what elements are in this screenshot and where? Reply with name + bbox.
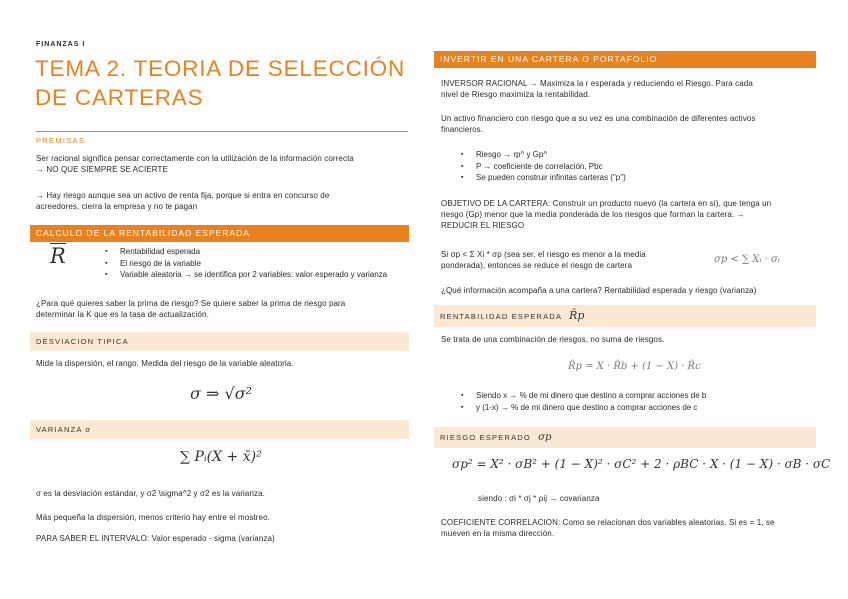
list-item: ▪ Riesgo → rp^ y Gp^ <box>458 149 808 161</box>
cartera-list <box>458 149 808 184</box>
covarianza-text: siendo : σi * σj * ρij → covarianza <box>478 494 600 503</box>
list-item: ▪ El riesgo de la variable <box>102 258 407 270</box>
list-item: ▪ Rentabilidad esperada <box>102 246 407 258</box>
course-label: FINANZAS I <box>36 41 86 48</box>
varianza-heading: VARIANZA σ <box>30 420 409 439</box>
calculo-heading: CALCULO DE LA RENTABILIDAD ESPERADA <box>30 225 409 242</box>
page-title: TEMA 2. TEORIA DE SELECCIÓN DE CARTERAS <box>35 56 406 110</box>
calculo-list <box>102 246 407 281</box>
list-item: ▪ P → coeficiente de correlación, Pbc <box>458 161 808 173</box>
desviacion-formula: σ ⇒ √σ² <box>190 384 253 403</box>
rentabilidad-symbol: R <box>50 244 66 268</box>
varianza-note-1: σ es la desviación estándar, y σ2 \sigma^2 y σ2 es la varianza. <box>36 489 265 498</box>
varianza-note-3: PARA SABER EL INTERVALO: Valor esperado - sigma (varianza) <box>36 534 275 543</box>
coeficiente-text: COEFICIENTE CORRELACION: Como se relacionan dos variables aleatorias. Si es = 1, se mueven en la misma dirección. <box>441 518 775 538</box>
si-text: Si σp < Σ Xi * σp (sea ser, el riesgo es menor a la media ponderada), entonces se reduce el riesgo de cartera <box>441 250 646 270</box>
premisas-text-1: Ser racional significa pensar correctamente con la utilización de la información correcta → NO QUE SIEMPRE SE ACIERTE <box>36 154 354 174</box>
varianza-formula: ∑ Pᵢ(X + x̄)² <box>180 449 262 465</box>
rentabilidad-list <box>458 390 808 413</box>
desviacion-text: Mide la dispersión, el rango. Medida del riesgo de la variable aleatoria. <box>36 359 294 368</box>
list-item: ▪ Se pueden construir infinitas carteras ("p") <box>458 172 808 184</box>
prima-question: ¿Para qué quieres saber la prima de riesgo? Se quiere saber la prima de riesgo para determinar la K que es la tasa de actualización. <box>36 299 346 319</box>
inversor-text: INVERSOR RACIONAL → Maximiza la r esperada y reduciendo el Riesgo. Para cada nivel de Riesgo maximiza la rentabilidad. <box>441 79 753 99</box>
objetivo-text: OBJETIVO DE LA CARTERA: Construir un producto nuevo (la cartera en sí), que tenga un riesgo (Gp) menor que la media ponderada de los riesgos que forman la cartera. → REDUCIR EL RIESGO <box>441 199 772 230</box>
desviacion-heading: DESVIACION TIPICA <box>30 332 409 351</box>
rentabilidad-formula: R̂p = X · R̂b + (1 − X) · R̂c <box>568 361 701 372</box>
list-item: ▪ Siendo x → % de mi dinero que destino a comprar acciones de b <box>458 390 808 402</box>
activo-text: Un activo financiero con riesgo que a su vez es una combinación de diferentes activos financieros. <box>441 114 756 134</box>
premisas-text-2: → Hay riesgo aunque sea un activo de renta fija, porque si entra en concurso de acreedores, cierra la empresa y no te pagan <box>36 191 330 211</box>
title-divider <box>36 131 408 132</box>
invertir-heading: INVERTIR EN UNA CARTERA O PORTAFOLIO <box>434 51 816 68</box>
varianza-note-2: Más pequeña la dispersión, menos criterio hay entre el mostreo. <box>36 513 270 522</box>
riesgo-inequality: σp < ∑ Xᵢ · σᵢ <box>714 254 780 265</box>
rentabilidad-text: Se trata de una combinación de riesgos, no suma de riesgos. <box>441 335 665 344</box>
riesgo-heading: RIESGO ESPERADO σp <box>434 427 816 448</box>
riesgo-formula: σp² = X² · σB² + (1 − X)² · σC² + 2 · ρBC · X · (1 − X) · σB · σC <box>452 457 831 471</box>
premisas-heading: PREMISAS <box>36 136 86 145</box>
list-item: ▪ Variable aleatoria → se identifica por 2 variables: valor esperado y varianza <box>102 269 407 281</box>
list-item: ▪ y (1-x) → % de mi dinero que destino a comprar acciones de c <box>458 402 808 414</box>
rentabilidad-heading: RENTABILIDAD ESPERADA R̄p <box>434 305 816 327</box>
informacion-question: ¿Qué información acompaña a una cartera? Rentabilidad esperada y riesgo (varianza) <box>441 286 757 295</box>
